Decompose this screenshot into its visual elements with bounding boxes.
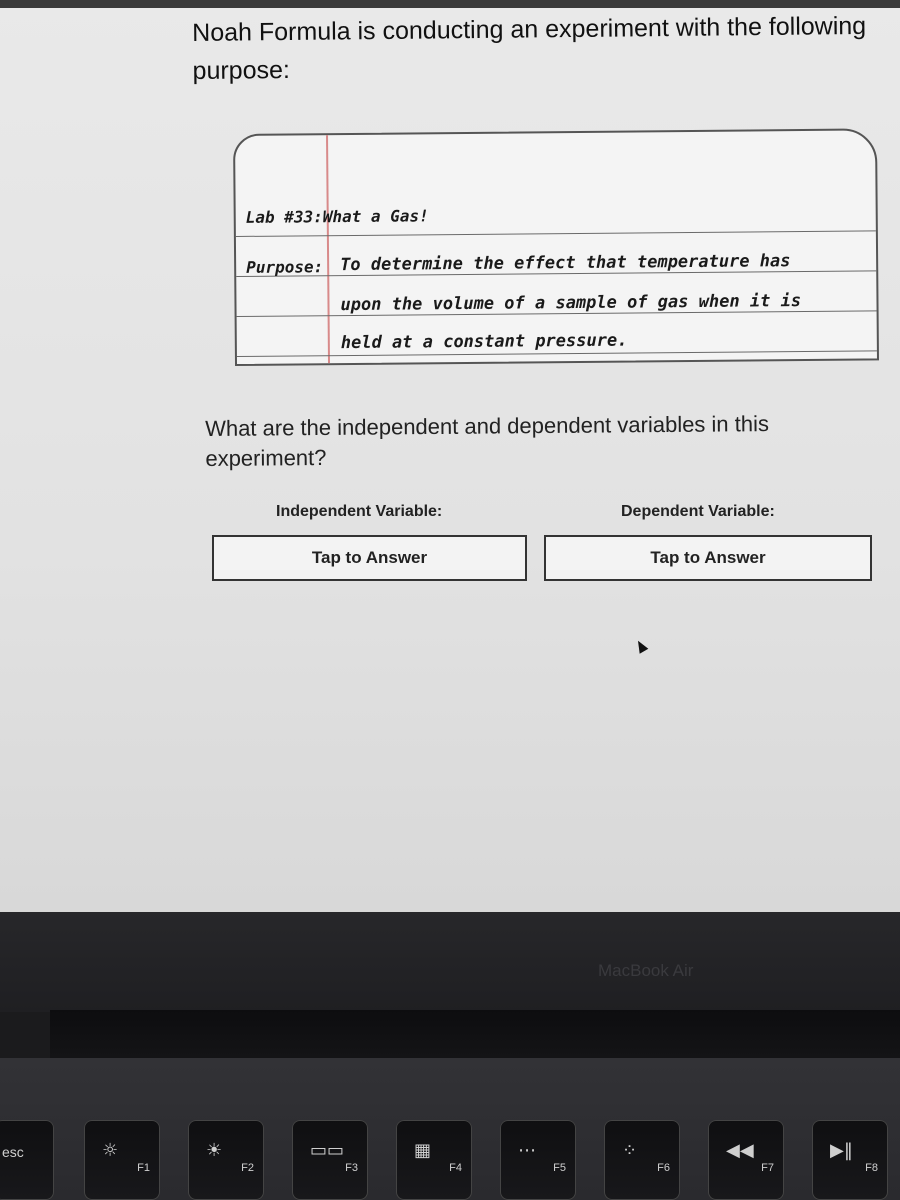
f7-key[interactable] — [708, 1120, 784, 1200]
brand-label: MacBook Air — [598, 961, 694, 980]
esc-key[interactable] — [0, 1120, 54, 1200]
play-pause-icon: ▶‖ — [830, 1140, 853, 1161]
laptop-bezel — [0, 912, 900, 1012]
question-text: What are the independent and dependent variables in this experiment? — [205, 411, 770, 471]
f6-key[interactable] — [604, 1120, 680, 1200]
purpose-line: To determine the effect that temperature has — [340, 251, 791, 276]
f1-key[interactable] — [84, 1120, 160, 1200]
independent-answer-button[interactable] — [212, 535, 527, 581]
key-label: F8 — [865, 1162, 878, 1174]
mouse-cursor-icon — [634, 638, 649, 653]
ruled-line — [237, 350, 877, 357]
key-label: esc — [2, 1144, 24, 1160]
key-label: F3 — [345, 1162, 358, 1174]
screen-top-edge — [0, 0, 900, 8]
key-label: F6 — [657, 1162, 670, 1174]
keyboard-backlight-up-icon: ⁘ — [622, 1140, 638, 1161]
key-label: F4 — [449, 1162, 462, 1174]
lab-title: Lab #33:What a Gas! — [245, 206, 429, 227]
purpose-line: held at a constant pressure. — [340, 330, 628, 354]
answer-button-label: Tap to Answer — [650, 548, 766, 567]
f3-key[interactable] — [292, 1120, 368, 1200]
margin-line — [326, 135, 330, 363]
f5-key[interactable] — [500, 1120, 576, 1200]
rewind-icon: ◀◀ — [726, 1140, 754, 1161]
key-label: F1 — [137, 1162, 150, 1174]
f4-key[interactable] — [396, 1120, 472, 1200]
independent-variable-label: Independent Variable: — [276, 503, 443, 520]
purpose-line: upon the volume of a sample of gas when it is — [340, 291, 802, 316]
laptop-hinge — [50, 1010, 900, 1058]
f8-key[interactable] — [812, 1120, 888, 1200]
brightness-down-icon: ☼ — [102, 1140, 119, 1161]
ruled-line — [236, 230, 876, 237]
dependent-variable-label: Dependent Variable: — [621, 503, 775, 520]
brightness-up-icon: ☀ — [206, 1140, 223, 1161]
purpose-label: Purpose: — [246, 257, 324, 277]
f2-key[interactable] — [188, 1120, 264, 1200]
answer-button-label: Tap to Answer — [311, 548, 428, 567]
key-label: F5 — [553, 1162, 566, 1174]
key-label: F2 — [241, 1162, 254, 1174]
keyboard-backlight-down-icon: ⋯ — [518, 1140, 536, 1161]
question-header: Noah Formula is conducting an experiment with the following purpose: — [192, 11, 867, 85]
launchpad-icon: ▦ — [414, 1140, 432, 1161]
dependent-answer-button[interactable] — [544, 535, 872, 581]
lab-card — [233, 128, 879, 366]
mission-control-icon: ▭▭ — [310, 1140, 345, 1161]
key-label: F7 — [761, 1162, 774, 1174]
